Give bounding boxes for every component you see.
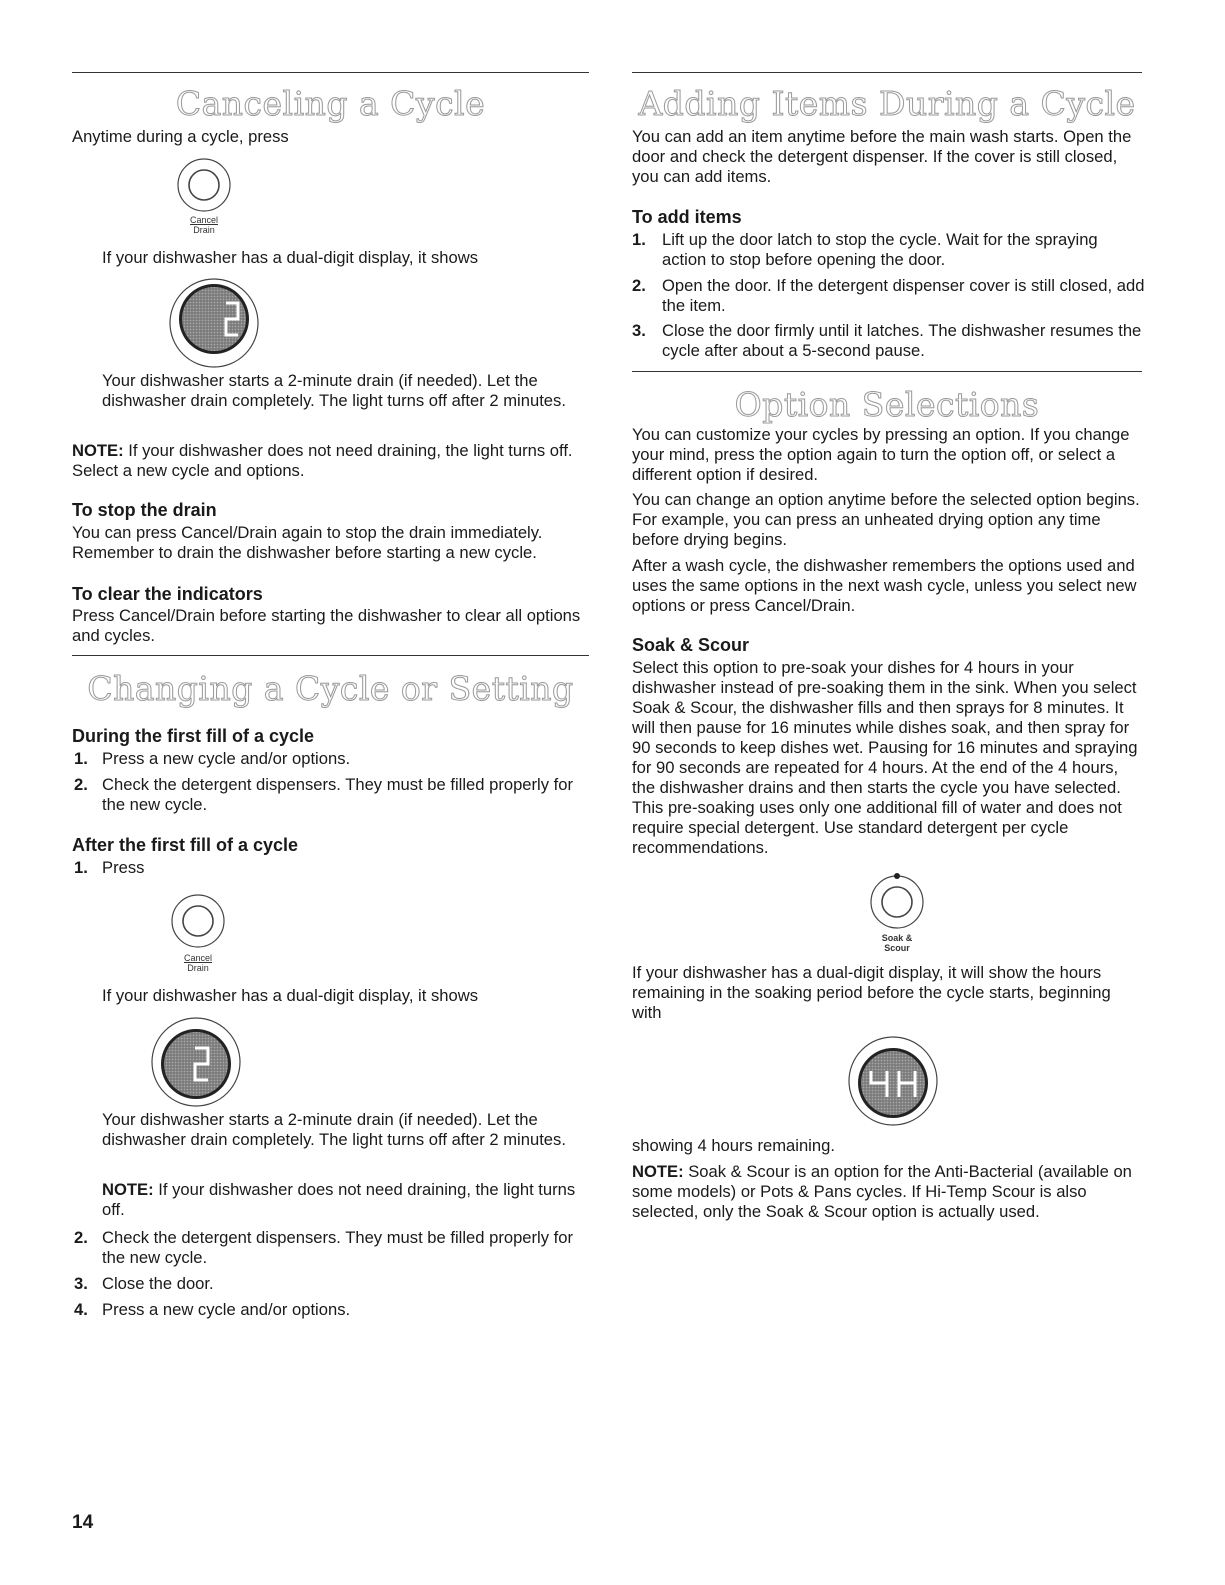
canceling-display-text: If your dishwasher has a dual-digit display, it shows [102,248,479,267]
section-title-changing: Changing a Cycle or Setting [87,669,574,708]
changing-display-text: If your dishwasher has a dual-digit display, it shows [102,986,479,1005]
step-number: 2. [74,775,88,794]
cancel-label: Cancel [183,953,212,963]
after-fill-step-1: Press [102,858,145,877]
changing-note [102,1180,589,1220]
note-text: Soak & Scour is an option for the Anti-Bacterial (available on some models) or Pots & Pans cycles. If Hi-Temp Scour is also selected, only the Soak & Scour option is actually used. [632,1162,1132,1221]
rule-options [632,371,1142,372]
note-text: If your dishwasher does not need draining, the light turns off. Select a new cycle and options. [72,441,573,480]
first-fill-heading: During the first fill of a cycle [72,726,315,746]
options-note [632,1162,1144,1222]
clear-indicators-heading: To clear the indicators [72,584,263,604]
dual-digit-display-icon [168,277,260,369]
add-items-step-2: Open the door. If the detergent dispenser cover is still closed, add the item. [662,276,1145,315]
drain-label: Drain [187,963,209,973]
rule-changing [72,655,589,656]
add-items-step-3: Close the door firmly until it latches. The dishwasher resumes the cycle after about a 5-second pause. [662,321,1142,360]
note-label: NOTE: [102,1180,154,1199]
clear-indicators-text: Press Cancel/Drain before starting the dishwasher to clear all options and cycles. [72,606,581,645]
soak-scour-text: Select this option to pre-soak your dishes for 4 hours in your dishwasher instead of pre-soaking them in the sink. When you select Soak & Scour, the dishwasher fills and then sprays for 8 minutes. It will then pause for 16 minutes while dishes soak, and then spray for 90 seconds to keep dishes wet. Pausing for 16 minutes and spraying for 90 seconds are repeated for 4 hours. At the end of the 4 hours, the dishwasher drains and then starts the cycle you have selected. This pre-soaking uses only one additional fill of water and does not require special detergent. Use standard detergent per cycle recommendations. [632,658,1138,857]
after-fill-step-3: Close the door. [102,1274,214,1293]
step-number: 3. [632,321,646,340]
section-title-canceling: Canceling a Cycle [175,84,486,123]
step-number: 1. [74,749,88,768]
dual-digit-display-icon [150,1016,242,1108]
note-label: NOTE: [632,1162,684,1181]
soak-scour-button-icon [867,870,927,930]
soak-scour-label [866,933,928,953]
changing-drain-text: Your dishwasher starts a 2-minute drain (if needed). Let the dishwasher drain completely. The light turns off after 2 minutes. [102,1110,566,1149]
step-number: 1. [632,230,646,249]
cancel-drain-label [168,953,228,973]
cancel-label: Cancel [189,215,218,225]
cancel-drain-label [174,215,234,235]
canceling-note [72,441,589,481]
rule-top-right [632,72,1142,73]
drain-label: Drain [193,225,215,235]
options-showing-text: showing 4 hours remaining. [632,1136,835,1155]
add-items-step-1: Lift up the door latch to stop the cycle. Wait for the spraying action to stop before opening the door. [662,230,1098,269]
page-number: 14 [72,1512,94,1533]
step-number: 1. [74,858,88,877]
cancel-drain-button-icon [170,893,226,949]
soak-scour-heading: Soak & Scour [632,635,750,655]
first-fill-step-2: Check the detergent dispensers. They must be filled properly for the new cycle. [102,775,574,814]
section-title-adding: Adding Items During a Cycle [638,84,1136,123]
first-fill-step-1: Press a new cycle and/or options. [102,749,351,768]
canceling-intro: Anytime during a cycle, press [72,127,289,146]
options-p1: You can customize your cycles by pressing an option. If you change your mind, press the option again to turn the option off, or select a different option if desired. [632,425,1130,484]
dual-digit-display-4h-icon [847,1035,939,1127]
add-items-heading: To add items [632,207,742,227]
note-label: NOTE: [72,441,124,460]
options-display-text: If your dishwasher has a dual-digit display, it will show the hours remaining in the soaking period before the cycle starts, beginning with [632,963,1111,1022]
options-p3: After a wash cycle, the dishwasher remembers the options used and uses the same options in the next wash cycle, unless you select new options or press Cancel/Drain. [632,556,1137,615]
after-fill-step-2: Check the detergent dispensers. They must be filled properly for the new cycle. [102,1228,574,1267]
step-number: 2. [632,276,646,295]
stop-drain-text: You can press Cancel/Drain again to stop the drain immediately. Remember to drain the dishwasher before starting a new cycle. [72,523,543,562]
step-number: 3. [74,1274,88,1293]
scour-label: Scour [884,943,910,953]
step-number: 4. [74,1300,88,1319]
note-text: If your dishwasher does not need draining, the light turns off. [102,1180,576,1219]
cancel-drain-button-icon [176,157,232,213]
step-number: 2. [74,1228,88,1247]
section-title-options: Option Selections [734,385,1040,424]
after-fill-step-4: Press a new cycle and/or options. [102,1300,351,1319]
rule-top-left [72,72,589,73]
stop-drain-heading: To stop the drain [72,500,217,520]
options-p2: You can change an option anytime before the selected option begins. For example, you can press an unheated drying option any time before drying begins. [632,490,1140,549]
canceling-drain-text: Your dishwasher starts a 2-minute drain (if needed). Let the dishwasher drain completely. The light turns off after 2 minutes. [102,371,566,410]
soak-label: Soak & [881,933,913,943]
after-fill-heading: After the first fill of a cycle [72,835,299,855]
adding-intro: You can add an item anytime before the main wash starts. Open the door and check the detergent dispenser. If the cover is still closed, you can add items. [632,127,1132,186]
